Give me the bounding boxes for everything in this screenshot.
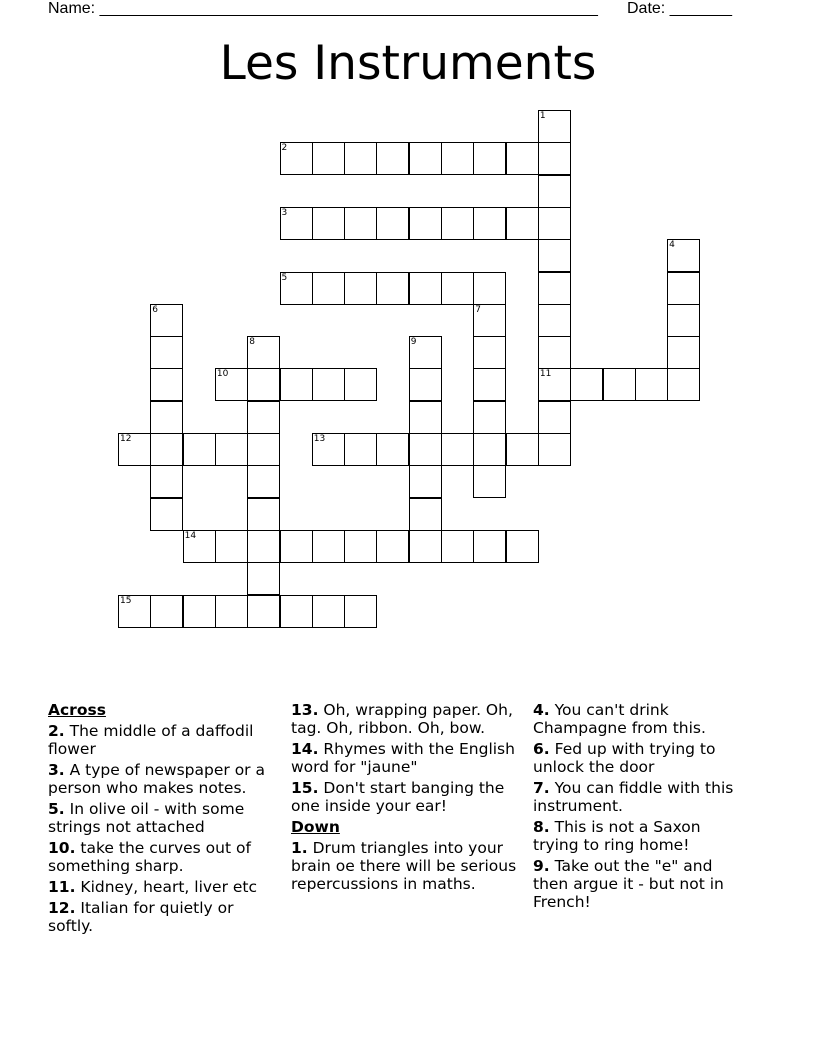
grid-cell[interactable] xyxy=(667,239,700,272)
grid-cell[interactable] xyxy=(409,142,442,175)
clues-column-3 xyxy=(533,701,743,914)
grid-cell[interactable] xyxy=(409,207,442,240)
clue-text: Italian for quietly or softly. xyxy=(48,899,234,935)
grid-cell[interactable] xyxy=(409,336,442,369)
grid-cell[interactable] xyxy=(247,401,280,434)
grid-cell[interactable] xyxy=(409,272,442,305)
grid-cell[interactable] xyxy=(376,272,409,305)
clue-text: Fed up with trying to unlock the door xyxy=(533,740,716,776)
cell-number: 11 xyxy=(539,369,552,380)
grid-cell[interactable] xyxy=(667,336,700,369)
clue-text: You can fiddle with this instrument. xyxy=(533,779,734,815)
cell-number: 13 xyxy=(313,434,326,444)
grid-cell[interactable] xyxy=(538,401,571,434)
clue-number: 12. xyxy=(48,899,76,917)
grid-cell[interactable] xyxy=(247,465,280,498)
grid-cell[interactable] xyxy=(247,595,280,628)
clue-text: Oh, wrapping paper. Oh, tag. Oh, ribbon. Oh, bow. xyxy=(291,701,513,737)
grid-cell[interactable] xyxy=(150,336,183,369)
grid-cell[interactable] xyxy=(344,272,377,305)
grid-cell[interactable] xyxy=(473,465,506,498)
clue-down-7 xyxy=(533,779,743,815)
grid-cell[interactable] xyxy=(635,368,668,401)
clue-text: Take out the "e" and then argue it - but not in French! xyxy=(533,857,724,911)
grid-cell[interactable] xyxy=(473,304,506,337)
clue-number: 6. xyxy=(533,740,550,758)
clue-number: 2. xyxy=(48,722,65,740)
clue-across-12 xyxy=(48,899,278,935)
clue-down-6 xyxy=(533,740,743,776)
cell-number: 4 xyxy=(669,240,675,251)
clue-text: The middle of a daffodil flower xyxy=(48,722,254,758)
clue-down-8 xyxy=(533,818,743,854)
grid-cell[interactable] xyxy=(538,272,571,305)
cell-number: 7 xyxy=(475,304,482,315)
clue-text: Kidney, heart, liver etc xyxy=(80,878,258,896)
grid-cell[interactable] xyxy=(570,368,603,401)
grid-cell[interactable] xyxy=(312,142,345,175)
grid-cell[interactable] xyxy=(150,401,183,434)
name-field[interactable]: Name: ________________________________________________________ xyxy=(48,0,598,17)
grid-cell[interactable] xyxy=(409,498,442,531)
grid-cell[interactable] xyxy=(150,498,183,531)
grid-cell[interactable] xyxy=(344,530,377,563)
clue-number: 9. xyxy=(533,857,550,875)
grid-cell[interactable] xyxy=(344,433,377,466)
grid-cell[interactable] xyxy=(538,207,571,240)
grid-cell[interactable] xyxy=(150,304,183,337)
grid-cell[interactable] xyxy=(538,304,571,337)
grid-cell[interactable] xyxy=(118,595,151,628)
grid-cell[interactable] xyxy=(280,272,313,305)
grid-cell[interactable] xyxy=(603,368,636,401)
clue-number: 3. xyxy=(48,761,65,779)
clue-number: 8. xyxy=(533,818,550,836)
grid-cell[interactable] xyxy=(312,207,345,240)
grid-cell[interactable] xyxy=(312,595,345,628)
grid-cell[interactable] xyxy=(280,142,313,175)
cell-number: 15 xyxy=(120,595,132,606)
cell-number: 14 xyxy=(184,530,197,541)
date-field[interactable]: Date: _______ xyxy=(627,0,732,17)
clue-text: Rhymes with the English word for "jaune" xyxy=(291,740,515,776)
grid-cell[interactable] xyxy=(247,530,280,563)
grid-cell[interactable] xyxy=(506,142,539,175)
across-heading: Across xyxy=(48,701,106,719)
grid-cell[interactable] xyxy=(409,401,442,434)
clue-text: In olive oil - with some strings not attached xyxy=(48,800,245,836)
clue-number: 10. xyxy=(48,839,76,857)
cell-number: 1 xyxy=(539,111,546,121)
grid-cell[interactable] xyxy=(344,595,377,628)
cell-number: 12 xyxy=(120,434,132,444)
grid-cell[interactable] xyxy=(376,142,409,175)
clue-across-11 xyxy=(48,878,278,896)
grid-cell[interactable] xyxy=(506,433,539,466)
grid-cell[interactable] xyxy=(376,530,409,563)
grid-cell[interactable] xyxy=(409,465,442,498)
grid-cell[interactable] xyxy=(312,368,345,401)
grid-cell[interactable] xyxy=(150,433,183,466)
grid-cell[interactable] xyxy=(150,465,183,498)
clue-text: This is not a Saxon trying to ring home! xyxy=(533,818,701,854)
grid-cell[interactable] xyxy=(441,433,474,466)
clue-number: 14. xyxy=(291,740,319,758)
grid-cell[interactable] xyxy=(667,272,700,305)
grid-cell[interactable] xyxy=(473,433,506,466)
grid-cell[interactable] xyxy=(667,368,700,401)
grid-cell[interactable] xyxy=(441,142,474,175)
grid-cell[interactable] xyxy=(376,207,409,240)
grid-cell[interactable] xyxy=(183,433,216,466)
clue-number: 4. xyxy=(533,701,550,719)
cell-number: 6 xyxy=(152,304,159,315)
grid-cell[interactable] xyxy=(538,433,571,466)
grid-cell[interactable] xyxy=(538,368,571,401)
grid-cell[interactable] xyxy=(247,336,280,369)
grid-cell[interactable] xyxy=(312,272,345,305)
clue-text: Drum triangles into your brain oe there will be serious repercussions in maths. xyxy=(291,839,517,893)
grid-cell[interactable] xyxy=(280,530,313,563)
clue-across-2 xyxy=(48,722,278,758)
grid-cell[interactable] xyxy=(538,110,571,143)
clue-number: 1. xyxy=(291,839,308,857)
cell-number: 10 xyxy=(216,369,229,380)
grid-cell[interactable] xyxy=(150,368,183,401)
grid-cell[interactable] xyxy=(473,530,506,563)
grid-cell[interactable] xyxy=(409,530,442,563)
clue-across-3 xyxy=(48,761,278,797)
grid-cell[interactable] xyxy=(473,401,506,434)
cell-number: 2 xyxy=(281,143,288,154)
clue-number: 13. xyxy=(291,701,319,719)
clue-text: take the curves out of something sharp. xyxy=(48,839,251,875)
cell-number: 5 xyxy=(281,272,288,283)
down-heading: Down xyxy=(291,818,340,836)
clue-across-15 xyxy=(291,779,519,815)
grid-cell[interactable] xyxy=(247,433,280,466)
grid-cell[interactable] xyxy=(344,142,377,175)
grid-cell[interactable] xyxy=(215,433,248,466)
page-title: Les Instruments xyxy=(219,36,597,91)
grid-cell[interactable] xyxy=(344,207,377,240)
grid-cell[interactable] xyxy=(247,562,280,595)
grid-cell[interactable] xyxy=(280,207,313,240)
grid-cell[interactable] xyxy=(183,530,216,563)
grid-cell[interactable] xyxy=(506,530,539,563)
clue-down-4 xyxy=(533,701,743,737)
clue-number: 5. xyxy=(48,800,65,818)
grid-cell[interactable] xyxy=(538,336,571,369)
grid-cell[interactable] xyxy=(473,272,506,305)
grid-cell[interactable] xyxy=(280,368,313,401)
grid-cell[interactable] xyxy=(441,530,474,563)
clue-number: 15. xyxy=(291,779,319,797)
clue-down-9 xyxy=(533,857,743,911)
clue-across-10 xyxy=(48,839,278,875)
clue-text: You can't drink Champagne from this. xyxy=(533,701,706,737)
clues-column-1 xyxy=(48,701,278,938)
grid-cell[interactable] xyxy=(473,368,506,401)
cell-number: 3 xyxy=(281,207,288,218)
grid-cell[interactable] xyxy=(538,175,571,208)
grid-cell[interactable] xyxy=(312,530,345,563)
grid-cell[interactable] xyxy=(409,368,442,401)
grid-cell[interactable] xyxy=(409,433,442,466)
clue-across-14 xyxy=(291,740,519,776)
grid-cell[interactable] xyxy=(506,207,539,240)
clue-number: 11. xyxy=(48,878,76,896)
grid-cell[interactable] xyxy=(247,498,280,531)
grid-cell[interactable] xyxy=(473,142,506,175)
grid-cell[interactable] xyxy=(441,272,474,305)
grid-cell[interactable] xyxy=(183,595,216,628)
grid-cell[interactable] xyxy=(215,530,248,563)
cell-number: 9 xyxy=(410,337,417,348)
clue-number: 7. xyxy=(533,779,550,797)
clue-text: Don't start banging the one inside your ear! xyxy=(291,779,505,815)
grid-cell[interactable] xyxy=(150,595,183,628)
grid-cell[interactable] xyxy=(538,239,571,272)
clue-text: A type of newspaper or a person who makes notes. xyxy=(48,761,265,797)
clue-across-13 xyxy=(291,701,519,737)
grid-cell[interactable] xyxy=(215,368,248,401)
grid-cell[interactable] xyxy=(118,433,151,466)
grid-cell[interactable] xyxy=(473,207,506,240)
grid-cell[interactable] xyxy=(376,433,409,466)
grid-cell[interactable] xyxy=(312,433,345,466)
grid-cell[interactable] xyxy=(667,304,700,337)
grid-cell[interactable] xyxy=(344,368,377,401)
cell-number: 8 xyxy=(249,337,255,348)
clue-across-5 xyxy=(48,800,278,836)
grid-cell[interactable] xyxy=(538,142,571,175)
grid-cell[interactable] xyxy=(441,207,474,240)
clue-down-1 xyxy=(291,839,519,893)
grid-cell[interactable] xyxy=(473,336,506,369)
grid-cell[interactable] xyxy=(280,595,313,628)
clues-column-2 xyxy=(291,701,519,896)
grid-cell[interactable] xyxy=(247,368,280,401)
grid-cell[interactable] xyxy=(215,595,248,628)
